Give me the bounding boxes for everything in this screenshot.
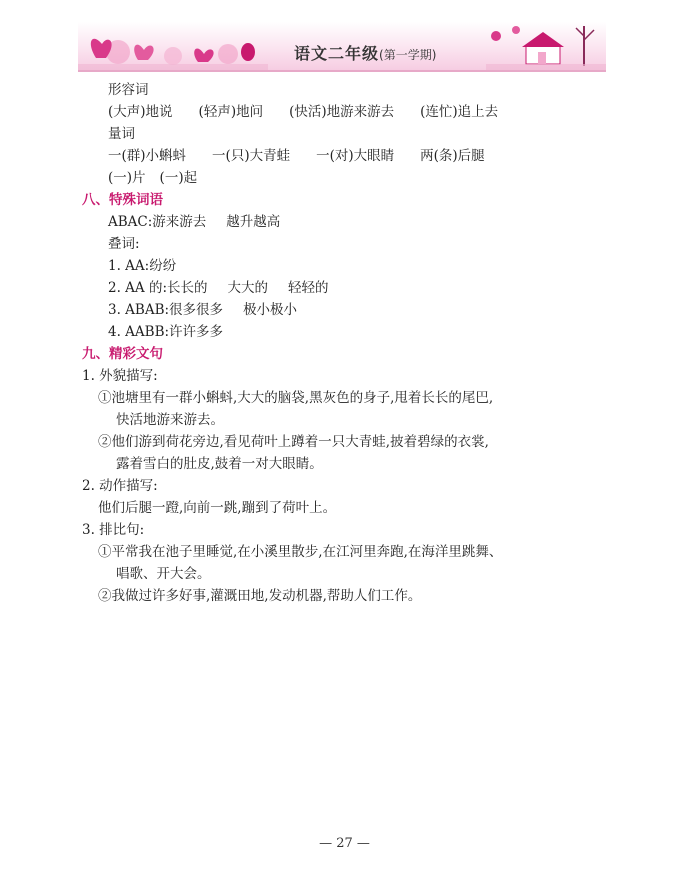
abac-line: ABAC:游来游去 越升越高 <box>108 214 281 230</box>
appearance-sentence-1: ①池塘里有一群小蝌蚪,大大的脑袋,黑灰色的身子,甩着长长的尾巴, <box>98 390 494 406</box>
action-sentence: 他们后腿一蹬,向前一跳,蹦到了荷叶上。 <box>98 500 337 516</box>
section-8-heading: 八、特殊词语 <box>82 192 163 208</box>
aa-line: 1. AA:纷纷 <box>108 258 177 274</box>
book-subtitle: (第一学期) <box>379 48 437 62</box>
adjective-label: 形容词 <box>108 82 149 98</box>
abab-line: 3. ABAB:很多很多 极小极小 <box>108 302 298 318</box>
aa-de-line: 2. AA 的:长长的 大大的 轻轻的 <box>108 280 329 296</box>
appearance-sentence-2: ②他们游到荷花旁边,看见荷叶上蹲着一只大青蛙,披着碧绿的衣裳, <box>98 434 489 450</box>
action-title: 2. 动作描写: <box>82 478 158 494</box>
reduplication-label: 叠词: <box>108 236 140 252</box>
aabb-line: 4. AABB:许许多多 <box>108 324 224 340</box>
book-title: 语文二年级 <box>294 44 380 63</box>
appearance-title: 1. 外貌描写: <box>82 368 158 384</box>
parallelism-sentence-1: ①平常我在池子里睡觉,在小溪里散步,在江河里奔跑,在海洋里跳舞、 <box>98 544 503 560</box>
section-9-heading: 九、精彩文句 <box>82 346 163 362</box>
parallelism-title: 3. 排比句: <box>82 522 145 538</box>
parallelism-sentence-2: ②我做过许多好事,灌溉田地,发动机器,帮助人们工作。 <box>98 588 422 604</box>
measure-word-label: 量词 <box>108 126 135 142</box>
parallelism-sentence-1-cont: 唱歌、开大会。 <box>116 566 211 582</box>
adjective-examples: (大声)地说 (轻声)地问 (快活)地游来游去 (连忙)追上去 <box>108 104 499 120</box>
page-number: — 27 — <box>319 836 370 851</box>
appearance-sentence-2-cont: 露着雪白的肚皮,鼓着一对大眼睛。 <box>116 456 323 472</box>
appearance-sentence-1-cont: 快活地游来游去。 <box>116 412 224 428</box>
measure-word-examples-2: (一)片 (一)起 <box>108 170 198 186</box>
measure-word-examples: 一(群)小蝌蚪 一(只)大青蛙 一(对)大眼睛 两(条)后腿 <box>108 148 485 164</box>
